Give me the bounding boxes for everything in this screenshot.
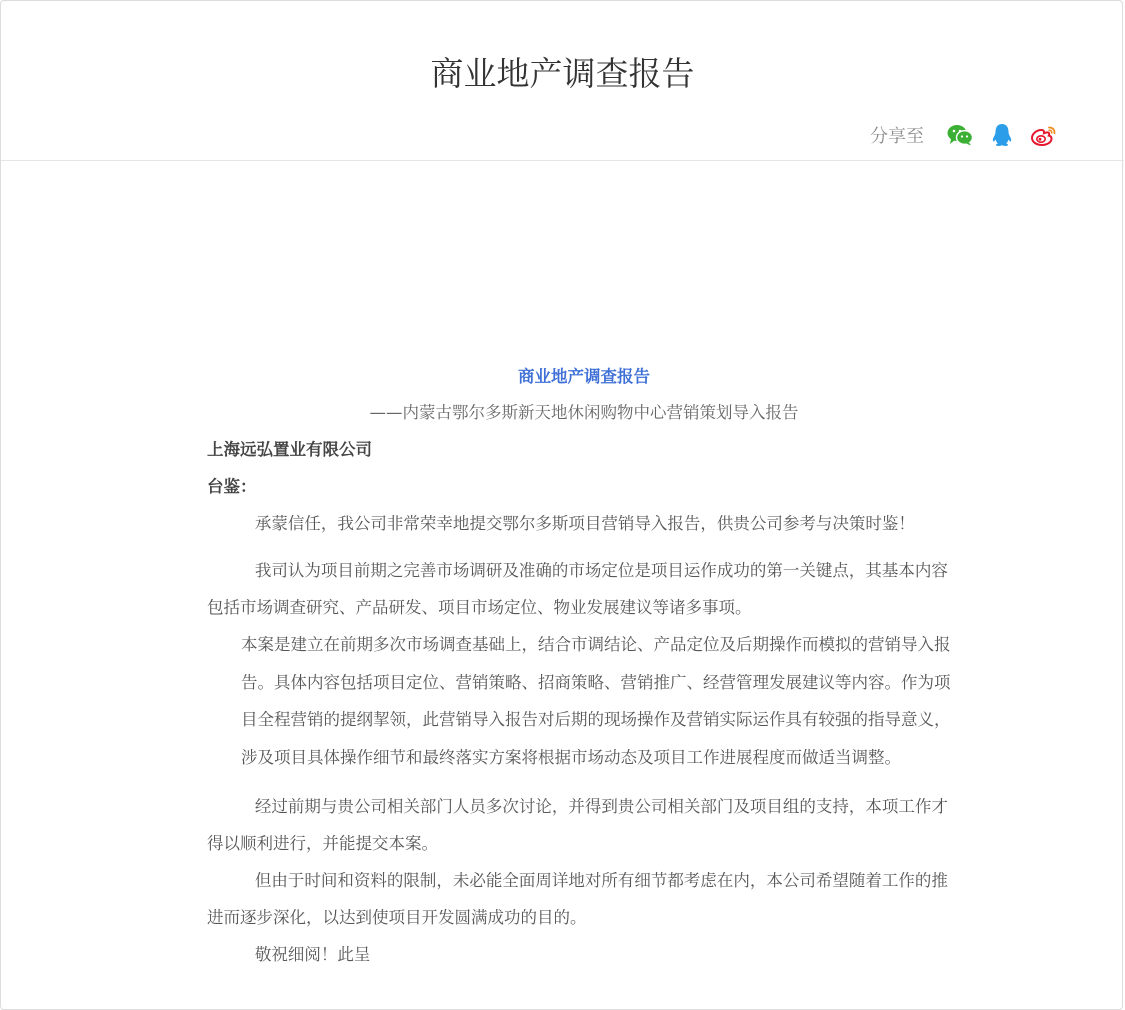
qq-icon[interactable] [986,119,1018,151]
share-bar [870,119,1060,151]
paragraph: 本案是建立在前期多次市场调查基础上，结合市调结论、产品定位及后期操作而模拟的营销导入报告。具体内容包括项目定位、营销策略、招商策略、营销推广、经营管理发展建议等内容。作为项目全程营销的提纲挈领，此营销导入报告对后期的现场操作及营销实际运作具有较强的指导意义，涉及项目具体操作细节和最终落实方案将根据市场动态及项目工作进展程度而做适当调整。 [241,635,951,767]
paragraph: 但由于时间和资料的限制，未必能全面周详地对所有细节都考虑在内，本公司希望随着工作的推进而逐步深化，以达到使项目开发圆满成功的目的。 [207,871,948,927]
paragraph: 经过前期与贵公司相关部门人员多次讨论，并得到贵公司相关部门及项目组的支持，本项工作才得以顺利进行，并能提交本案。 [207,797,948,853]
paragraph: 承蒙信任，我公司非常荣幸地提交鄂尔多斯项目营销导入报告，供贵公司参考与决策时鉴！ [254,514,915,533]
salutation: 台鉴： [207,477,257,496]
article-subtitle: ——内蒙古鄂尔多斯新天地休闲购物中心营销策划导入报告 [369,403,799,422]
weibo-icon[interactable] [1028,119,1060,151]
wechat-icon[interactable] [944,119,976,151]
share-label: 分享至 [870,126,924,147]
paragraph: 敬祝细阅！此呈 [254,945,371,964]
paragraph: 我司认为项目前期之完善市场调研及准确的市场定位是项目运作成功的第一关键点，其基本内容包括市场调查研究、产品研发、项目市场定位、物业发展建议等诸多事项。 [207,561,948,617]
article-body [207,359,961,973]
page-title: 商业地产调查报告 [430,54,695,93]
article-title: 商业地产调查报告 [518,367,650,386]
recipient: 上海远弘置业有限公司 [207,440,372,459]
header-divider [1,160,1124,161]
